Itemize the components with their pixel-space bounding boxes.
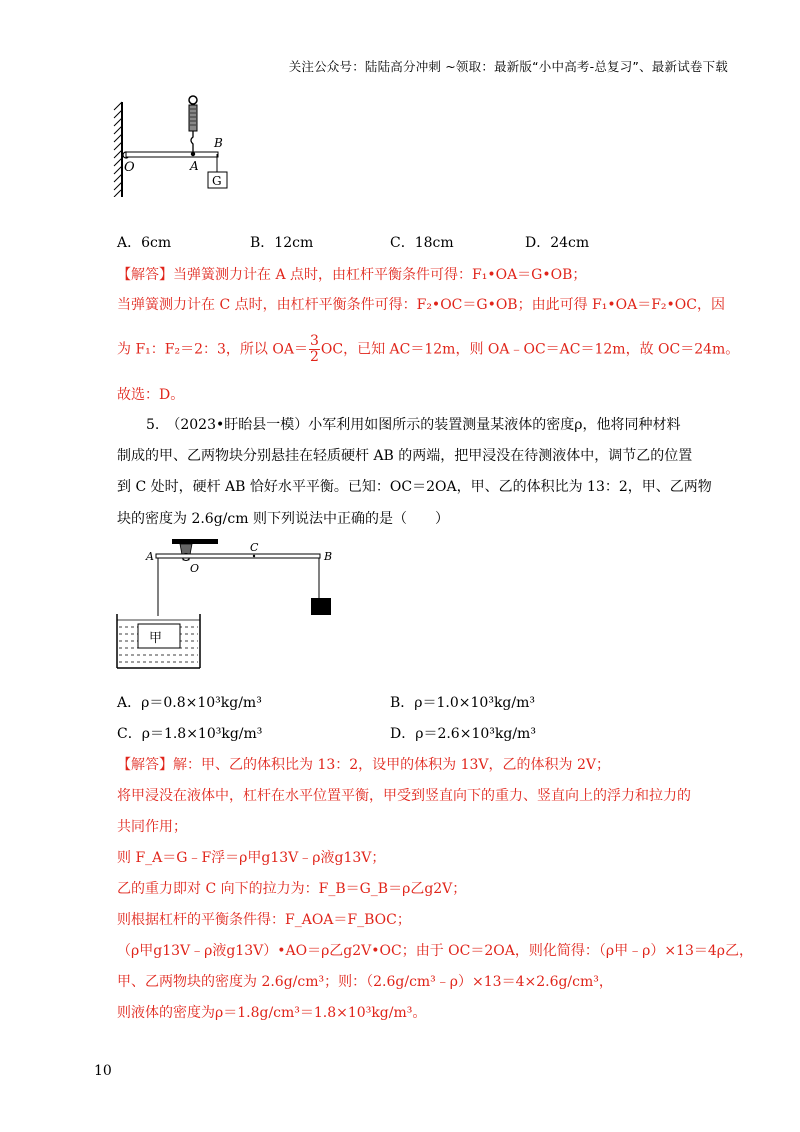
- label-b: B: [214, 136, 223, 150]
- q5-answer-line-3: 共同作用；: [117, 819, 187, 835]
- q5-answer-line-6: 则根据杠杆的平衡条件得：F_AOA＝F_BOC；: [117, 912, 411, 928]
- label-o: O: [124, 160, 135, 175]
- q5-stem-line-4: 块的密度为 2.6g/cm 则下列说法中正确的是（ ）: [117, 511, 449, 527]
- q5-answer-line-2: 将甲浸没在液体中，杠杆在水平位置平衡，甲受到竖直向下的重力、竖直向上的浮力和拉力的: [117, 788, 691, 804]
- q4-option-b: B．12cm: [250, 235, 314, 251]
- q5-stem-line-2: 制成的甲、乙两物块分别悬挂在轻质硬杆 AB 的两端，把甲浸没在待测液体中，调节乙的位置: [117, 448, 693, 464]
- page-number: 10: [94, 1063, 112, 1079]
- label-jia: 甲: [149, 631, 163, 646]
- label-a: A: [190, 159, 199, 173]
- label-g: G: [212, 174, 222, 188]
- q4-answer-line-3: 为 F₁：F₂＝2：3，所以 OA＝ $\frac{3}{2}$ OC，已知 AC＝12m，则 OA﹣OC＝AC＝12m，故 OC＝24m。: [117, 333, 740, 365]
- label-b2: B: [324, 550, 333, 563]
- q5-answer-line-7: （ρ甲g13V﹣ρ液g13V）•AO＝ρ乙g2V•OC；由于 OC＝2OA，则化简得：（ρ甲﹣ρ）×13＝4ρ乙，: [117, 943, 754, 959]
- q5-stem-line-3: 到 C 处时，硬杆 AB 恰好水平平衡。已知：OC＝2OA，甲、乙的体积比为 13：2，甲、乙两物: [117, 479, 712, 495]
- label-a2: A: [146, 550, 154, 563]
- fraction-3-2: $\frac{3}{2}$: [309, 333, 319, 365]
- q5-answer-line-9: 则液体的密度为ρ＝1.8g/cm³＝1.8×10³kg/m³。: [117, 1005, 427, 1021]
- q5-answer-line-1: 【解答】解：甲、乙的体积比为 13：2，设甲的体积为 13V，乙的体积为 2V；: [117, 757, 611, 773]
- q5-option-c: C．ρ＝1.8×10³kg/m³: [117, 726, 263, 742]
- lever-liquid-figure: [112, 536, 342, 672]
- label-c2: C: [250, 541, 259, 554]
- q5-option-d: D．ρ＝2.6×10³kg/m³: [390, 726, 536, 742]
- q5-answer-line-5: 乙的重力即对 C 向下的拉力为：F_B＝G_B＝ρ乙g2V；: [117, 881, 467, 897]
- q4-answer-line-2: 当弹簧测力计在 C 点时，由杠杆平衡条件可得：F₂•OC＝G•OB；由此可得 F₁•OA＝F₂•OC，因: [117, 297, 725, 313]
- q5-option-a: A．ρ＝0.8×10³kg/m³: [117, 695, 262, 711]
- q5-stem-line-1: 5. （2023•盱眙县一模）小军利用如图所示的装置测量某液体的密度ρ，他将同种材料: [146, 417, 681, 433]
- label-o2: O: [190, 562, 200, 575]
- lever-spring-scale-figure: [110, 92, 240, 197]
- q5-option-b: B．ρ＝1.0×10³kg/m³: [390, 695, 535, 711]
- q4-option-d: D．24cm: [525, 235, 590, 251]
- q4-answer-line-1: 【解答】当弹簧测力计在 A 点时，由杠杆平衡条件可得：F₁•OA＝G•OB；: [117, 267, 587, 283]
- q4-answer-line-4: 故选：D。: [117, 387, 185, 403]
- q4-option-c: C．18cm: [390, 235, 454, 251]
- q5-answer-line-8: 甲、乙两物块的密度为 2.6g/cm³；则：（2.6g/cm³﹣ρ）×13＝4×2.6g/cm³，: [117, 974, 613, 990]
- page-header: 关注公众号：陆陆高分冲刺 ~领取：最新版“小中高考-总复习”、最新试卷下载: [288, 59, 728, 74]
- q4-option-a: A．6cm: [117, 235, 172, 251]
- q5-answer-line-4: 则 F_A＝G﹣F浮＝ρ甲g13V﹣ρ液g13V；: [117, 850, 386, 866]
